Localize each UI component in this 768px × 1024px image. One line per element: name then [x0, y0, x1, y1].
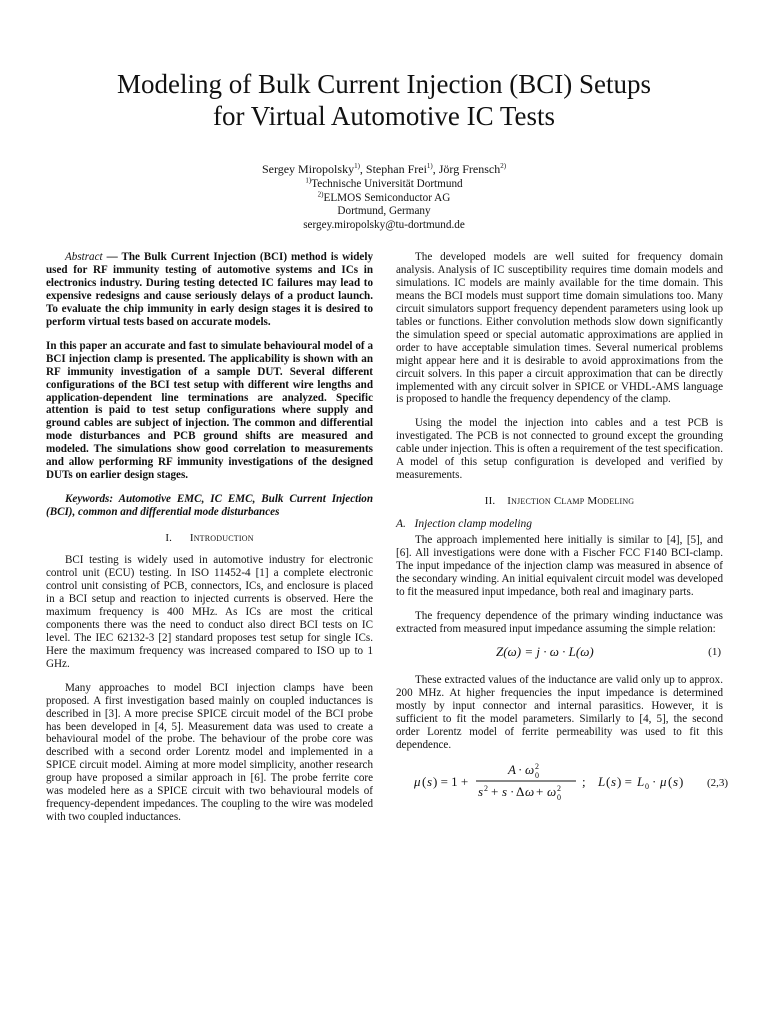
svg-text:+: + [491, 783, 499, 799]
abstract-label: Abstract [65, 251, 103, 263]
subsection-title: Injection clamp modeling [414, 518, 533, 531]
svg-text:s: s [478, 783, 484, 799]
abstract-dash: — [102, 251, 122, 263]
equation-2-3-graphic [396, 760, 729, 802]
title-line-2: for Virtual Automotive IC Tests [213, 101, 555, 131]
svg-text:) = 1 +: ) = 1 + [433, 773, 469, 789]
clamp-paragraph-3: These extracted values of the inductance are valid only up to approx. 200 MHz. At higher frequencies the input impedance is determined mostly by input connector and internal parasitics. However, it is sufficient to fit the model parameters. Similarly to [4, 5], the second order Lorentz model of ferrite permeability was used to fit this dependence. [396, 673, 723, 751]
intro-paragraph-1: BCI testing is widely used in automotive industry for electronic control unit (ECU) testing. In ISO 11452-4 [1] a complete electronic control unit consisting of PCB, connectors, ICs, and enclosure is placed in a BCI setup and reaction to injected currents is observed. Here the maximum frequency is 400 MHz. As ICs are most the critical components there was the need to conduct also direct BCI tests on IC level. The IEC 62132-3 [2] standard proposes test setup for single ICs. Here the maximum frequency was increased compared to ISO up to 1 GHz. [46, 554, 373, 670]
svg-text:0: 0 [535, 770, 539, 780]
affiliations [40, 178, 728, 232]
affiliation-text: Technische Universität Dortmund [311, 178, 463, 190]
clamp-paragraph-2: The frequency dependence of the primary winding inductance was extracted from measured input impedance assuming the simple relation: [396, 609, 723, 635]
svg-text:0: 0 [645, 781, 649, 791]
svg-text:A: A [508, 761, 516, 777]
author-name: Jörg Frensch [438, 162, 501, 176]
svg-text:L: L [598, 773, 606, 789]
body-paragraph-2: Using the model the injection into cables and a test PCB is investigated. The PCB is not connected to ground except the grounding cable under injection. This is often a requirement of the test specification. A model of this setup configuration is developed and verified by measurements. [396, 417, 723, 482]
section-number: II. [484, 495, 496, 508]
svg-text:L: L [637, 773, 645, 789]
abstract-paragraph-1 [46, 251, 373, 329]
svg-text:·: · [652, 773, 657, 789]
keywords-label: Keywords: [65, 493, 114, 506]
clamp-paragraph-1: The approach implemented here initially is similar to [4], [5], and [6]. All investigations were done with a Fischer FCC F140 BCI-clamp. The input impedance of the injection clamp was measured in absence of the secondary winding. An initial equivalent circuit model was developed to fit the measured input impedance, both real and imaginary parts. [396, 534, 723, 598]
author-separator: , [359, 162, 366, 176]
subsection-label: A. [396, 518, 406, 531]
left-column [46, 251, 373, 824]
author-sup: 2) [500, 162, 507, 170]
affiliation-2 [40, 189, 728, 206]
svg-text:s: s [502, 783, 508, 799]
svg-text:Δ: Δ [516, 783, 525, 799]
svg-text:;: ; [582, 773, 586, 789]
author-list [40, 162, 728, 176]
section-number: I. [165, 532, 173, 545]
svg-text:): ) [679, 773, 684, 789]
abstract-paragraph-2: In this paper an accurate and fast to simulate behavioural model of a BCI injection clamp is presented. The applicability is shown with an RF immunity investigation of a sample DUT. Several different configurations of the BCI test setup with different wire lengths and application-dependent line terminations are analyzed. Specific attention is paid to test setup configurations where supply and ground cables are subject of injection. The common and differential mode disturbances and PCB ground shifts are measured and modeled. The simulations show good correlation to measurements and allow performing RF immunity investigations of the designed DUTs on earlier design stages. [46, 339, 373, 482]
abstract-text-1: The Bulk Current Injection (BCI) method is widely used for RF immunity testing of automotive systems and ICs in electronics industry. During testing detected IC failures may lead to expensive redesigns and cause seriously delays of a product launch. To evaluate the chip immunity in early design stages it is desired to perform virtual tests based on accurate models. [46, 251, 373, 328]
svg-text:ω: ω [547, 783, 557, 799]
affiliation-sup: 2) [317, 189, 324, 198]
svg-text:2: 2 [557, 783, 561, 793]
author-name: Stephan Frei [365, 162, 427, 176]
svg-text:0: 0 [557, 792, 561, 802]
svg-text:s: s [611, 773, 617, 789]
equation-1 [396, 642, 723, 668]
location: Dortmund, Germany [337, 205, 431, 218]
svg-text:ω: ω [525, 783, 535, 799]
svg-text:+: + [536, 783, 544, 799]
author-separator: , [432, 162, 439, 176]
right-column [396, 251, 729, 802]
svg-text:μ: μ [660, 773, 667, 789]
svg-text:·: · [518, 761, 523, 777]
svg-text:μ: μ [414, 773, 421, 789]
paper-title [40, 68, 728, 132]
affiliation-text: ELMOS Semiconductor AG [323, 191, 451, 204]
svg-text:2: 2 [484, 783, 488, 793]
svg-text:) =: ) = [617, 773, 632, 789]
equation-2-3-number: (2,3) [707, 776, 729, 789]
svg-text:(: ( [422, 773, 427, 789]
affiliation-sup: 1) [305, 176, 312, 185]
svg-text:(: ( [606, 773, 611, 789]
equation-1-expression: Z(ω) = j · ω · L(ω) [496, 643, 594, 659]
section-title: Introduction [189, 532, 254, 545]
intro-paragraph-2: Many approaches to model BCI injection clamps have been proposed. A first investigation based mainly on coupled inductances is described in [3]. A more precise SPICE circuit model of the BCI probe has been developed in [4, 5]. Measurement data was used to create a behavioural model of the probe. The behaviour of the probe core was described with a second order Lorentz model and implemented in a SPICE circuit model. Aiming at more model simplicity, another research group have proposed a similar approach in [6]. The probe ferrite core was modeled here as a SPICE circuit with two behavioural models of frequency-dependent impedances. The coupling to the wire was modeled with two coupled inductances. [46, 681, 373, 824]
author-sup: 1) [426, 162, 433, 170]
section-title: Injection Clamp Modeling [507, 495, 635, 508]
keywords-text: Automotive EMC, IC EMC, Bulk Current Injection (BCI), common and differential mode disturbances [46, 493, 373, 519]
svg-text:·: · [510, 783, 515, 799]
keywords [46, 493, 373, 519]
affiliation-1 [40, 178, 728, 192]
equation-1-number: (1) [708, 645, 721, 658]
section-heading-introduction [46, 532, 373, 545]
equation-2-3 [396, 760, 729, 802]
subsection-heading [396, 518, 723, 531]
svg-text:s: s [427, 773, 433, 789]
email-link[interactable]: sergey.miropolsky@tu-dortmund.de [303, 218, 465, 231]
author-sup: 1) [354, 162, 360, 170]
section-heading-clamp-modeling [396, 495, 723, 508]
svg-text:(: ( [668, 773, 673, 789]
svg-text:s: s [673, 773, 679, 789]
svg-text:2: 2 [535, 761, 539, 771]
author-name: Sergey Miropolsky [261, 162, 355, 176]
title-line-1: Modeling of Bulk Current Injection (BCI) Setups [117, 69, 651, 99]
svg-text:ω: ω [525, 761, 535, 777]
body-paragraph-1: The developed models are well suited for frequency domain analysis. Analysis of IC susceptibility requires time domain models and simulations. IC models are mainly available for the time domain. This means the BCI models must support time domain simulations too. Many circuit simulators support frequency dependent parameters using look up tables or functions. Either convolution methods slow down significantly the simulation speed or special automatic approximations are applied in order to have acceptable simulation times. Several numerical problems might appear here and it is desirable to avoid approximations from the circuit solvers. In this paper a circuit approximation that can be directly implemented with any circuit solver in SPICE or VHDL-AMS language is proposed to handle the frequency dependency of the clamp. [396, 251, 723, 406]
